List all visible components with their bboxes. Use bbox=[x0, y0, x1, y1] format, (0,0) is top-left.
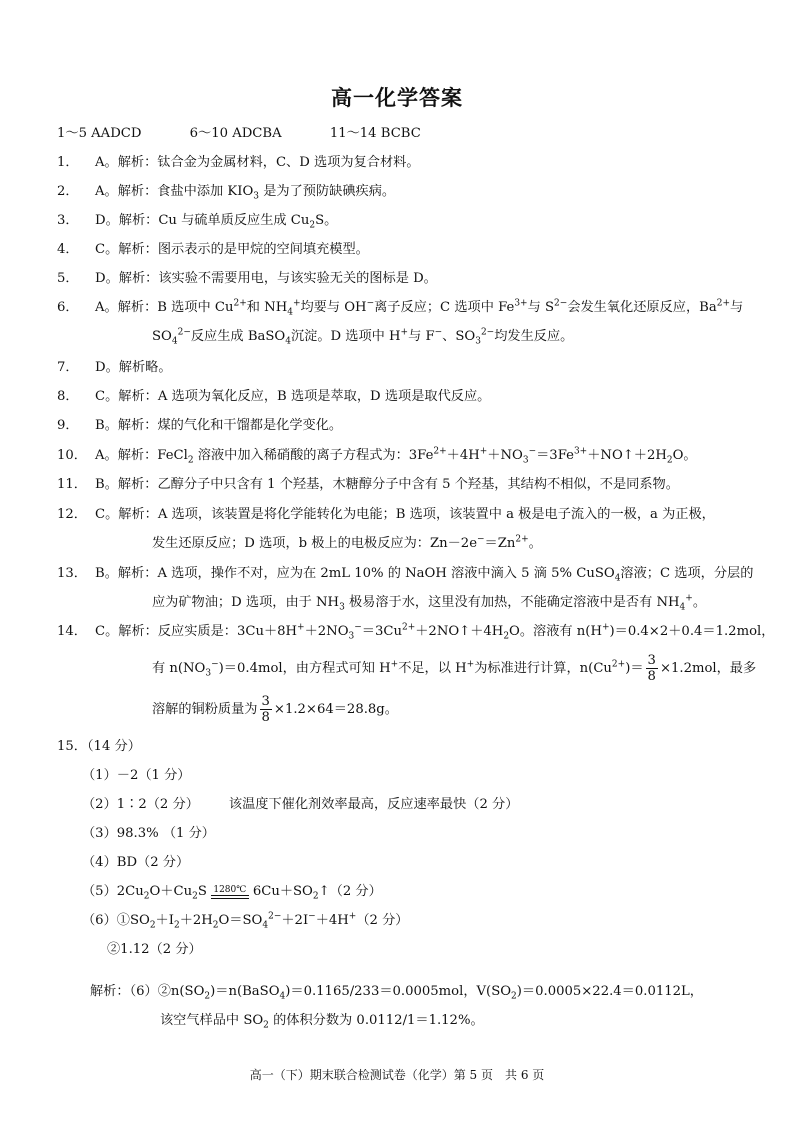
answer-15-6-2: ②1.12（2 分） bbox=[107, 942, 202, 957]
answer-9: 9． B。解析：煤的气化和干馏都是化学变化。 bbox=[57, 418, 343, 433]
answer-key-2: 6～10 ADCBA bbox=[189, 126, 282, 141]
answer-15-6: $(6)①SO_2+I_2+2H_2O=SO_4^{2-}+2I^-+4H^+(2$ 分） bbox=[82, 911, 409, 931]
answer-5: 5． D。解析：该实验不需要用电，与该实验无关的图标是 D。 bbox=[57, 271, 437, 286]
answer-13-line2: 应为矿物油；D 选项，由于 $NH_3$ 极易溶于水，这里没有加热，不能确定溶液中是否有 $NH_4^+$。 bbox=[152, 593, 707, 613]
answer-6-line2: $SO_4^{2-}$反应生成 BaSO$_4$沉淀。D 选项中 H+与 F−、$SO_3^{2-}$均发生反应。 bbox=[152, 327, 574, 347]
answer-10: 10． A。解析：FeCl$_2$ 溶液中加入稀硝酸的离子方程式为：$3Fe^{2+}+4H^++NO_3^-=3Fe^{3+}+NO↑+2H_2O$。 bbox=[57, 446, 697, 466]
answer-12-line2: 发生还原反应；D 选项，b 极上的电极反应为：$Zn-2e^-=Zn^{2+}$。 bbox=[152, 534, 542, 551]
answer-14: 14． C。解析：反应实质是：$3Cu+8H^++2NO_3^-=3Cu^{2+}+2NO↑+4H_2O$。溶液有 n(H+)＝0.4×2＋0.4＝1.2mol， bbox=[57, 622, 775, 642]
page-footer: 高一（下）期末联合检测试卷（化学）第 5 页 共 6 页 bbox=[249, 1068, 545, 1082]
answer-2: 2． A。解析：食盐中添加 $KIO_3$ 是为了预防缺碘疾病。 bbox=[57, 184, 396, 202]
answer-3: 3． D。解析：Cu 与硫单质反应生成 $Cu_2S$。 bbox=[57, 213, 338, 231]
answer-1: 1． A。解析：钛合金为金属材料，C、D 选项为复合材料。 bbox=[57, 155, 420, 170]
answer-13: 13． B。解析：A 选项，操作不对，应为在 2mL 10% 的 NaOH 溶液中滴入 5 滴 5% CuSO$_4$溶液；C 选项，分层的 bbox=[57, 566, 754, 584]
answer-4: 4． C。解析：图示表示的是甲烷的空间填充模型。 bbox=[57, 242, 369, 257]
answer-key-3: 11～14 BCBC bbox=[329, 126, 421, 141]
answer-15-head: 15．（14 分） bbox=[57, 739, 141, 754]
answer-15-1: （1）－2（1 分） bbox=[82, 768, 191, 783]
answer-12: 12． C。解析：A 选项，该装置是将化学能转化为电能；B 选项，该装置中 a 极是电子流入的一极，a 为正极， bbox=[57, 507, 715, 522]
answer-14-line3: 溶解的铜粉质量为 $\frac{3}{8}$ ×1.2×64＝28.8g。 bbox=[152, 694, 398, 725]
answer-7: 7． D。解析略。 bbox=[57, 360, 172, 375]
answer-11: 11． B。解析：乙醇分子中只含有 1 个羟基，木糖醇分子中含有 5 个羟基，其结构不相似，不是同系物。 bbox=[57, 477, 679, 492]
analysis-line2: 该空气样品中 $SO_2$ 的体积分数为 0.0112/1＝1.12%。 bbox=[160, 1013, 484, 1031]
answer-14-line2: 有 $n(NO_3^-)=0.4mol$，由方程式可知 H+不足，以 H+为标准进行计算，$n(Cu^{2+})=$ $\frac{3}{8}$ ×1.2mol，最多 bbox=[152, 653, 757, 684]
answer-key-1: 1～5 AADCD bbox=[57, 126, 142, 141]
answer-15-4: （4）BD（2 分） bbox=[82, 855, 190, 870]
answer-15-3: （3）98.3% （1 分） bbox=[82, 826, 215, 841]
page-title: 高一化学答案 bbox=[331, 86, 463, 110]
fraction-3-8: $\frac{3}{8}$ bbox=[261, 694, 270, 725]
fraction-3-8: $\frac{3}{8}$ bbox=[647, 653, 656, 684]
answer-8: 8． C。解析：A 选项为氧化反应，B 选项是萃取，D 选项是取代反应。 bbox=[57, 389, 491, 404]
reaction-condition: 1280℃ bbox=[211, 885, 249, 899]
answer-15-2: （2）1∶2（2 分） 该温度下催化剂效率最高，反应速率最快（2 分） bbox=[82, 797, 519, 812]
answer-key-row bbox=[57, 124, 465, 144]
answer-15-5: $(5)2Cu_2O+Cu_2S$ 1280℃ $6Cu+SO_2↑(2$ 分） bbox=[82, 884, 382, 902]
answer-6: 6． A。解析：B 选项中 $Cu^{2+}$和 $NH_4^+$均要与 OH−离子反应；C 选项中 $Fe^{3+}$与 $S^{2-}$会发生氧化还原反应，$Ba^{2+}$与 bbox=[57, 298, 744, 318]
analysis-line1: 解析：$(6)②n(SO_2)=n(BaSO_4)=0.1165/233=0.0005mol$，$V(SO_2)=0.0005\times 22.4=0.0112L$， bbox=[90, 984, 703, 1002]
